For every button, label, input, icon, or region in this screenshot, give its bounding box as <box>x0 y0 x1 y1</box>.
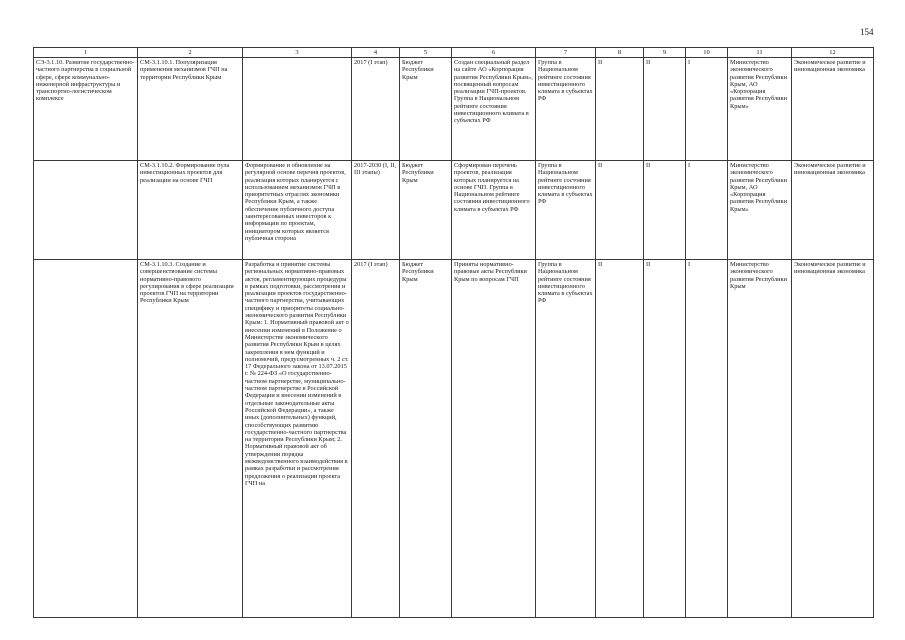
funding-cell: Бюджет Республики Крым <box>400 161 452 260</box>
content-cell <box>243 58 352 161</box>
value-cell: I <box>686 58 728 161</box>
program-cell: Экономическое развитие и инновационная экономика <box>792 58 874 161</box>
column-header: 2 <box>138 48 243 58</box>
indicator-cell: Группа в Национальном рейтинге состояния инвестиционного климата в субъектах РФ <box>536 260 596 618</box>
result-cell: Создан специальный раздел на сайте АО «Корпорация развития Республики Крым», посвященный вопросам реализации ГЧП-проектов. Группа в Национальном рейтинге состояния инвестиционного климата в субъектах РФ <box>452 58 536 161</box>
goal-cell: СЭ-3.1.10. Развитие государственно-частного партнерства в социальной сфере, сфере коммунально-инженерной инфраструктуры и транспортно-логистическом комплексе <box>34 58 138 161</box>
content-cell: Формирование и обновление на регулярной основе перечня проектов, реализация которых планируется с использованием механизмов ГЧП в приоритетных отраслях экономики Республики Крым, а также обеспечение публичного доступа заинтересованных инвесторов к информации по проектам, инициатором которых является публичная сторона <box>243 161 352 260</box>
content-cell: Разработка и принятие системы региональных нормативно-правовых актов, регламентирующих процедуры в рамках подготовки, рассмотрения и реализации проектов государственно-частного партнерства, учитывающих специфику и приоритеты социально-экономического развития Республики Крым: 1. Нормативный правовой акт о внесении изменений в Положение о Министерстве экономического развития Республики Крым в целях закрепления в нем функций и полномочий, предусмотренных ч. 2 ст. 17 Федерального закона от 13.07.2015 г. № 224-ФЗ «О государственно-частном партнерстве, муниципально-частном партнерстве в Российской Федерации и внесении изменений в отдельные законодательные акты Российской Федерации», а также иных (дополнительных) функций, способствующих развитию государственно-частного партнерства на территории Республики Крым; 2. Нормативный правовой акт об утверждении порядка межведомственного взаимодействия в рамках разработки и рассмотрения предложения о реализации проекта ГЧП на <box>243 260 352 618</box>
table-row <box>34 161 874 260</box>
column-header: 3 <box>243 48 352 58</box>
measure-cell: СМ-3.1.10.3. Создание и совершенствование системы нормативно-правового регулирования в сфере реализации проектов ГЧП на территории Республики Крым <box>138 260 243 618</box>
indicator-cell: Группа в Национальном рейтинге состояния инвестиционного климата в субъектах РФ <box>536 58 596 161</box>
indicator-cell: Группа в Национальном рейтинге состояния инвестиционного климата в субъектах РФ <box>536 161 596 260</box>
period-cell: 2017-2030 (I, II, III этапы) <box>352 161 400 260</box>
value-cell: II <box>644 161 686 260</box>
program-cell: Экономическое развитие и инновационная экономика <box>792 161 874 260</box>
column-header: 7 <box>536 48 596 58</box>
page-number: 154 <box>860 27 874 37</box>
column-number-row <box>34 48 874 58</box>
value-cell: II <box>644 260 686 618</box>
value-cell: I <box>686 260 728 618</box>
executor-cell: Министерство экономического развития Республики Крым, АО «Корпорация развития Республики Крым» <box>728 161 792 260</box>
measures-table <box>33 47 874 618</box>
column-header: 9 <box>644 48 686 58</box>
funding-cell: Бюджет Республики Крым <box>400 58 452 161</box>
table-row <box>34 260 874 618</box>
value-cell: II <box>596 161 644 260</box>
goal-cell <box>34 260 138 618</box>
table-row <box>34 58 874 161</box>
column-header: 8 <box>596 48 644 58</box>
period-cell: 2017 (I этап) <box>352 260 400 618</box>
column-header: 1 <box>34 48 138 58</box>
result-cell: Сформирован перечень проектов, реализация которых планируется на основе ГЧП. Группа в Национальном рейтинге состояния инвестиционного климата в субъектах РФ <box>452 161 536 260</box>
column-header: 10 <box>686 48 728 58</box>
executor-cell: Министерство экономического развития Республики Крым, АО «Корпорация развития Республики Крым» <box>728 58 792 161</box>
funding-cell: Бюджет Республики Крым <box>400 260 452 618</box>
column-header: 12 <box>792 48 874 58</box>
column-header: 5 <box>400 48 452 58</box>
measure-cell: СМ-3.1.10.2. Формирование пула инвестиционных проектов для реализации на основе ГЧП <box>138 161 243 260</box>
value-cell: II <box>596 58 644 161</box>
executor-cell: Министерство экономического развития Республики Крым <box>728 260 792 618</box>
measure-cell: СМ-3.1.10.1. Популяризация применения механизмов ГЧП на территории Республики Крым <box>138 58 243 161</box>
value-cell: II <box>596 260 644 618</box>
column-header: 4 <box>352 48 400 58</box>
value-cell: II <box>644 58 686 161</box>
result-cell: Приняты нормативно-правовые акты Республики Крым по вопросам ГЧП <box>452 260 536 618</box>
value-cell: I <box>686 161 728 260</box>
goal-cell <box>34 161 138 260</box>
column-header: 11 <box>728 48 792 58</box>
period-cell: 2017 (I этап) <box>352 58 400 161</box>
program-cell: Экономическое развитие и инновационная экономика <box>792 260 874 618</box>
column-header: 6 <box>452 48 536 58</box>
